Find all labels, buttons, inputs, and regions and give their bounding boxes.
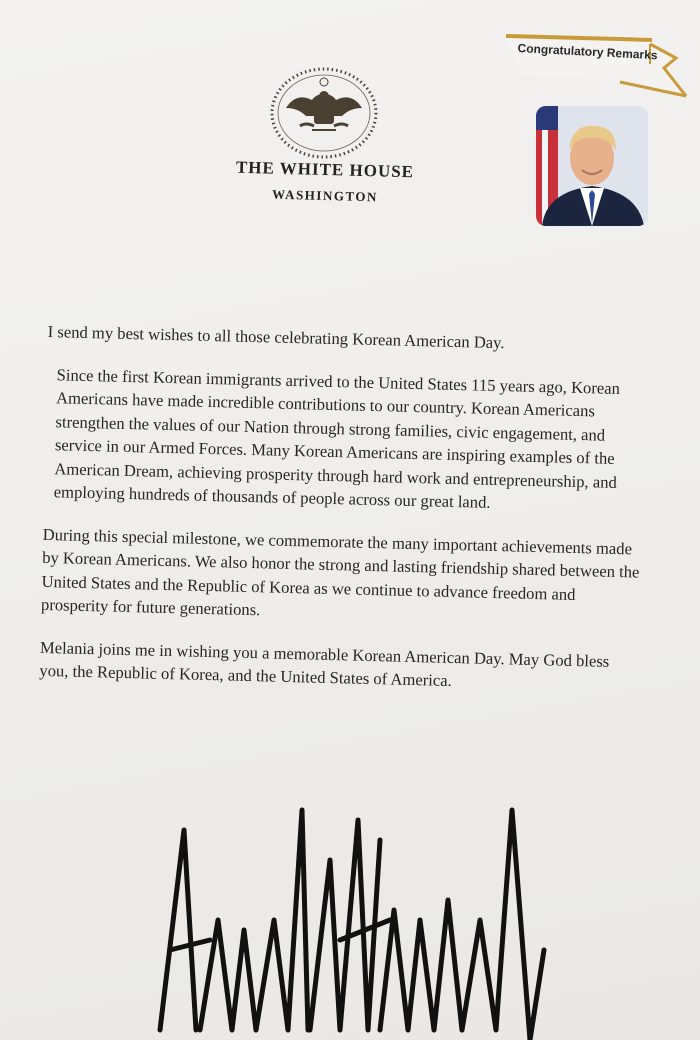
letter-paragraph: I send my best wishes to all those celebrating Korean American Day. (47, 321, 505, 353)
section-tab (500, 30, 700, 100)
letter-paragraph: Melania joins me in wishing you a memorable Korean American Day. May God bless you, the Republic of Korea, and the United States of America. (39, 637, 610, 690)
letter-body (39, 320, 648, 716)
letterhead-city: WASHINGTON (271, 186, 379, 205)
portrait-photo (536, 106, 648, 226)
tab-label: Congratulatory Remarks (517, 41, 658, 63)
letter-paragraph: Since the first Korean immigrants arrived to the United States 115 years ago, Korean Americans have made incredible contributions to our country. Korean Americans strengthen the values of our Nation through strong families, civic engagement, and service in our Armed Forces. Many Korean Americans are inspiring examples of the American Dream, achieving prosperity through hard work and entrepreneurship, and employing hundreds of thousands of people across our great land. (53, 364, 621, 512)
presidential-seal-icon (266, 64, 382, 162)
letter-paragraph: During this special milestone, we commemorate the many important achievements made by Korean Americans. We also honor the strong and lasting friendship shared between the United States and the Republic of Korea as we continue to advance freedom and prosperity for future generations. (40, 524, 640, 620)
signature (140, 800, 560, 1040)
letterhead-title: THE WHITE HOUSE (235, 157, 415, 182)
